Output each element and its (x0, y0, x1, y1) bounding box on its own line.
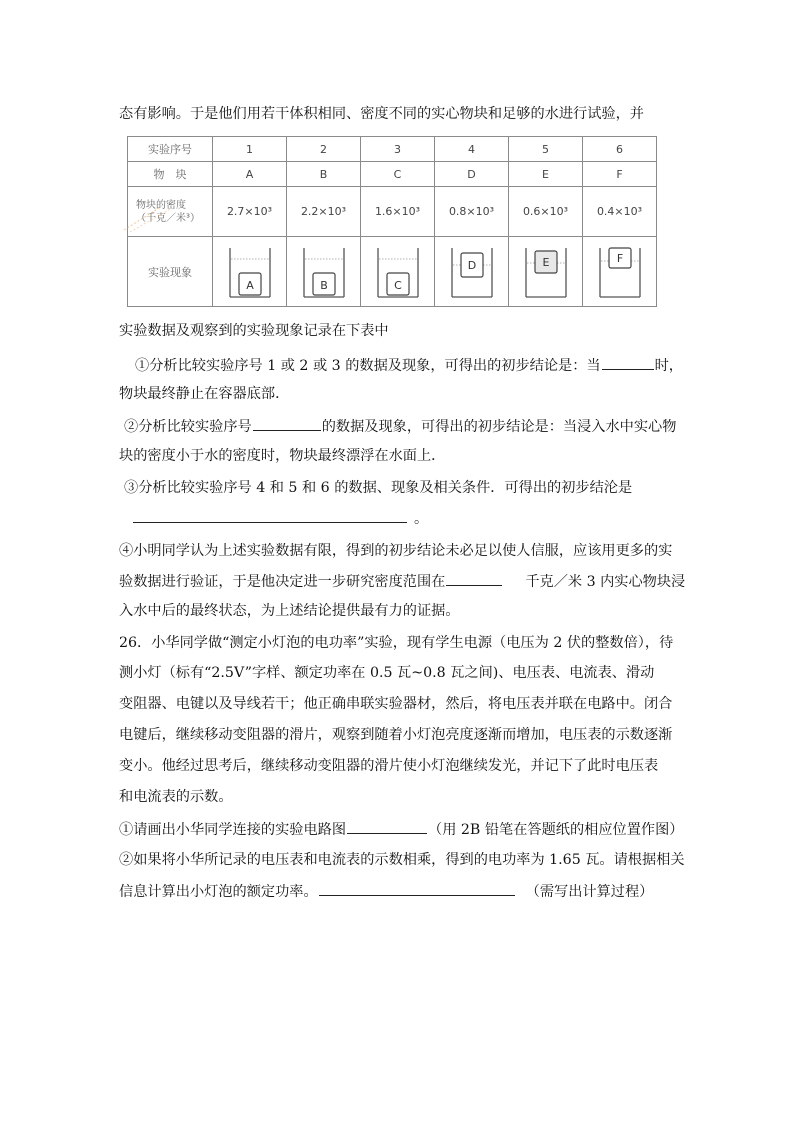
question-3-line1: ③分析比较实验序号 4 和 5 和 6 的数据、现象及相关条件．可得出的初步结沦是 (124, 480, 633, 496)
beaker-cell (509, 237, 583, 307)
seq-cell: 6 (583, 137, 657, 162)
beaker-d-diagram (450, 245, 494, 299)
density-cell: 0.8×10³ (435, 187, 509, 237)
s2-answer-blank[interactable] (319, 881, 515, 896)
subquestion-2-line1: ②如果将小华所记录的电压表和电流表的示数相乘，得到的电功率为 1.65 瓦。请根据相关 (119, 852, 685, 868)
beaker-cell (287, 237, 361, 307)
block-cell: E (509, 162, 583, 187)
problem-26-line1: 26．小华同学做“测定小灯泡的电功率”实验，现有学生电源（电压为 2 伏的整数倍），待 (119, 635, 674, 651)
table-row-seq (128, 137, 657, 162)
experiment-table (127, 136, 657, 307)
question-1-line1 (135, 355, 695, 376)
density-cell: 2.2×10³ (287, 187, 361, 237)
q4-text-b: 验数据进行验证，于是他决定进一步研究密度范围在 (119, 574, 446, 590)
subquestion-1-line (119, 819, 684, 840)
block-label: E (542, 255, 549, 269)
question-1-line2: 物块最终静止在容器底部． (119, 386, 290, 402)
density-label-line1: 物块的密度 (136, 199, 186, 211)
q1-answer-blank[interactable] (602, 355, 654, 370)
s2-text-c: （需写出计算过程） (525, 884, 654, 900)
table-row-density (128, 187, 657, 237)
block-cell: B (287, 162, 361, 187)
block-cell: D (435, 162, 509, 187)
s1-text-a: ①请画出小华同学连接的实验电路图 (119, 822, 347, 838)
beaker-b-diagram (302, 245, 346, 299)
subquestion-2-line2 (119, 881, 679, 902)
q1-text-b: 时， (654, 358, 683, 374)
beaker-f-diagram (598, 245, 642, 299)
block-label: F (616, 251, 623, 265)
s1-answer-blank[interactable] (347, 819, 427, 834)
q4-text-c: 千克／米 3 内实心物块浸 (525, 574, 686, 590)
question-4-line1: ④小明同学认为上述实验数据有限，得到的初步结论未必足以使人信服，应该用更多的实 (119, 543, 673, 559)
beaker-cell (435, 237, 509, 307)
q4-answer-blank[interactable] (446, 571, 502, 586)
table-row-block (128, 162, 657, 187)
seq-cell: 3 (361, 137, 435, 162)
q2-text-a: ②分析比较实验序号 (124, 419, 252, 435)
density-cell: 0.6×10³ (509, 187, 583, 237)
block-cell: A (213, 162, 287, 187)
block-label: D (467, 258, 476, 272)
problem-26-line6: 和电流表的示数。 (119, 789, 233, 805)
q1-text-a: ①分析比较实验序号 1 或 2 或 3 的数据及现象，可得出的初步结论是：当 (135, 358, 601, 374)
block-cell: C (361, 162, 435, 187)
beaker-e-diagram (524, 245, 568, 299)
seq-cell: 4 (435, 137, 509, 162)
q2-answer-blank[interactable] (253, 416, 321, 431)
q3-answer-blank[interactable] (133, 508, 407, 523)
block-label: A (245, 278, 254, 292)
block-label: B (319, 278, 328, 292)
beaker-a-diagram (228, 245, 272, 299)
question-3-line2 (132, 508, 692, 529)
problem-26-line3: 变阻器、电键以及导线若干；他正确串联实验器材，然后，将电压表并联在电路中。闭合 (119, 696, 673, 712)
beaker-cell (361, 237, 435, 307)
density-cell: 1.6×10³ (361, 187, 435, 237)
seq-cell: 2 (287, 137, 361, 162)
question-2-line1 (124, 416, 684, 437)
beaker-cell (583, 237, 657, 307)
density-cell: 0.4×10³ (583, 187, 657, 237)
problem-26-line2: 测小灯（标有“2.5V”字样、额定功率在 0.5 瓦~0.8 瓦之间)、电压表、电流表、滑动 (119, 665, 655, 681)
beaker-cell (213, 237, 287, 307)
q3-end-mark: 。 (414, 511, 429, 527)
question-2-line2: 块的密度小于水的密度时，物块最终漂浮在水面上． (119, 448, 446, 464)
density-cell: 2.7×10³ (213, 187, 287, 237)
beaker-c-diagram (376, 245, 420, 299)
problem-26-line5: 变小。他经过思考后，继续移动变阻器的滑片使小灯泡继续发光，并记下了此时电压表 (119, 758, 659, 774)
question-4-line3: 入水中后的最终状态，为上述结论提供最有力的证据。 (119, 603, 460, 619)
row-label-block: 物 块 (128, 162, 213, 187)
table-row-phenomenon (128, 237, 657, 307)
block-label: C (393, 278, 402, 292)
seq-cell: 1 (213, 137, 287, 162)
problem-26-line4: 电键后，继续移动变阻器的滑片，观察到随着小灯泡亮度逐渐而增加，电压表的示数逐渐 (119, 727, 673, 743)
after-table-caption: 实验数据及观察到的实验现象记录在下表中 (119, 323, 389, 339)
q2-text-b: 的数据及现象，可得出的初步结论是：当浸入水中实心物 (321, 419, 677, 435)
row-label-seq: 实验序号 (128, 137, 213, 162)
seq-cell: 5 (509, 137, 583, 162)
density-label-line2: （千克／米³） (136, 212, 201, 224)
s2-text-b: 信息计算出小灯泡的额定功率。 (119, 884, 318, 900)
row-label-density (128, 187, 213, 237)
s1-text-b: （用 2B 铅笔在答题纸的相应位置作图） (428, 822, 684, 838)
block-cell: F (583, 162, 657, 187)
row-label-phenomenon: 实验现象 (128, 237, 213, 307)
intro-line: 态有影响。于是他们用若干体积相同、密度不同的实心物块和足够的水进行试验，并 (119, 106, 644, 122)
question-4-line2 (119, 571, 686, 592)
